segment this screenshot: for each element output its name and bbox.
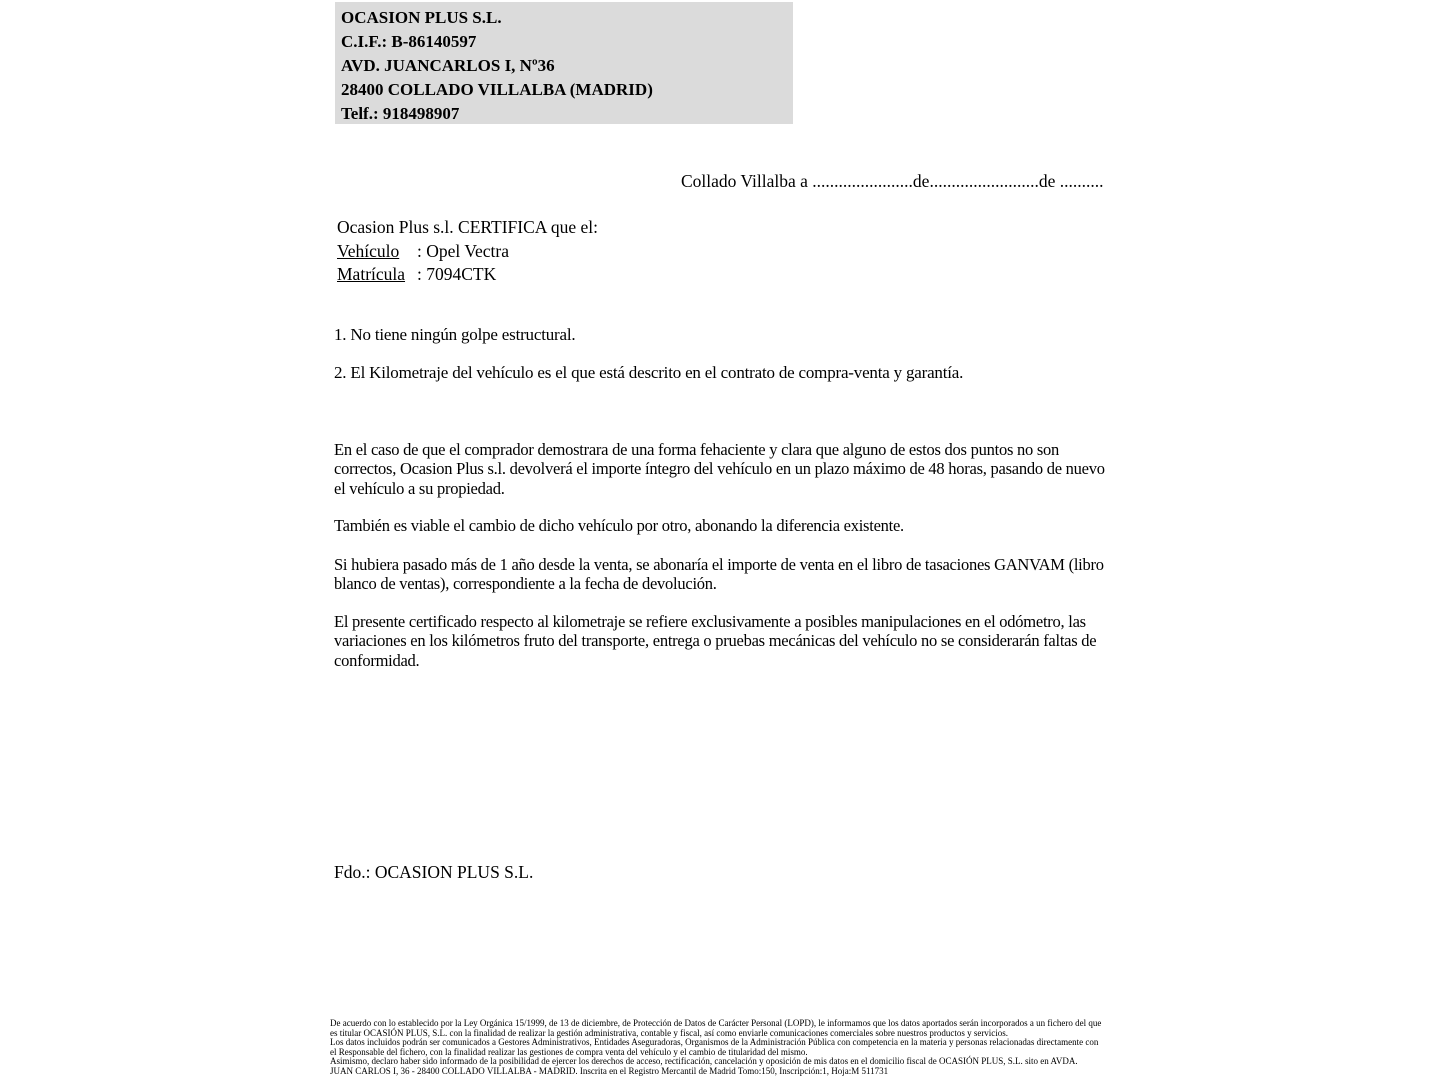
odometer-clause-paragraph: El presente certificado respecto al kilometraje se refiere exclusivamente a posibles manipulaciones en el odómetro, las variaciones en los kilómetros fruto del transporte, entrega o pruebas mecánicas del vehículo no se considerarán faltas de conformidad. bbox=[334, 612, 1097, 670]
signature-line: Fdo.: OCASION PLUS S.L. bbox=[334, 862, 534, 882]
company-cif: C.I.F.: B-86140597 bbox=[341, 32, 477, 51]
vehicle-value: : Opel Vectra bbox=[417, 240, 510, 261]
date-fill-in-line: Collado Villalba a .......................de.........................de .......... bbox=[681, 171, 1104, 191]
plate-row bbox=[337, 263, 598, 287]
certify-intro: Ocasion Plus s.l. CERTIFICA que el: bbox=[337, 217, 598, 237]
ganvam-clause-paragraph: Si hubiera pasado más de 1 año desde la venta, se abonaría el importe de venta en el libro de tasaciones GANVAM (libro blanco de ventas), correspondiente a la fecha de devolución. bbox=[334, 555, 1104, 594]
vehicle-label: Vehículo bbox=[337, 240, 400, 261]
legal-paragraph-rights: Asimismo, declaro haber sido informado de la posibilidad de ejercer los derechos de acceso, rectificación, cancelación y oposición de mis datos en el domicilio fiscal de OCASIÓN PLUS, S.L. sito en AVDA. JUAN CARLOS I, 36 - 28400 COLLADO VILLALBA - MADRID. Inscrita en el Registro Mercantil de Madrid Tomo:150, Inscripción:1, Hoja:M 511731 bbox=[330, 1056, 1078, 1076]
company-phone: Telf.: 918498907 bbox=[341, 104, 460, 123]
company-city: 28400 COLLADO VILLALBA (MADRID) bbox=[341, 80, 653, 99]
plate-label: Matrícula bbox=[337, 264, 406, 284]
certified-point-1: 1. No tiene ningún golpe estructural. bbox=[334, 325, 576, 344]
plate-value: : 7094CTK bbox=[417, 264, 497, 284]
legal-paragraph-lopd: De acuerdo con lo establecido por la Ley Orgánica 15/1999, de 13 de diciembre, de Protección de Datos de Carácter Personal (LOPD), le informamos que los datos aportados serán incorporados a un fichero del que es titular OCASIÓN PLUS, S.L. con la finalidad de realizar la gestión administrativa, contable y fiscal, así como enviarle comunicaciones comerciales sobre nuestros productos y servicios. bbox=[330, 1018, 1102, 1038]
vehicle-row bbox=[337, 240, 598, 264]
certified-point-2: 2. El Kilometraje del vehículo es el que está descrito en el contrato de compra-venta y garantía. bbox=[334, 363, 964, 382]
refund-clause-paragraph: En el caso de que el comprador demostrara de una forma fehaciente y clara que alguno de estos dos puntos no son correctos, Ocasion Plus s.l. devolverá el importe íntegro del vehículo en un plazo máximo de 48 horas, pasando de nuevo el vehículo a su propiedad. bbox=[334, 440, 1105, 498]
certification-block bbox=[337, 216, 598, 287]
legal-paragraph-data-sharing: Los datos incluidos podrán ser comunicados a Gestores Administrativos, Entidades Aseguradoras, Organismos de la Administración Pública con competencia en la materia y personas relacionadas directamente con el Responsable del fichero, con la finalidad realizar las gestiones de compra venta del vehículo y el cambio de titularidad del mismo. bbox=[330, 1037, 1099, 1057]
company-header-box bbox=[335, 2, 793, 124]
company-name: OCASION PLUS S.L. bbox=[341, 8, 502, 27]
legal-fine-print bbox=[330, 1019, 1102, 1077]
exchange-clause-paragraph: También es viable el cambio de dicho vehículo por otro, abonando la diferencia existente. bbox=[334, 516, 904, 535]
company-address: AVD. JUANCARLOS I, Nº36 bbox=[341, 56, 555, 75]
